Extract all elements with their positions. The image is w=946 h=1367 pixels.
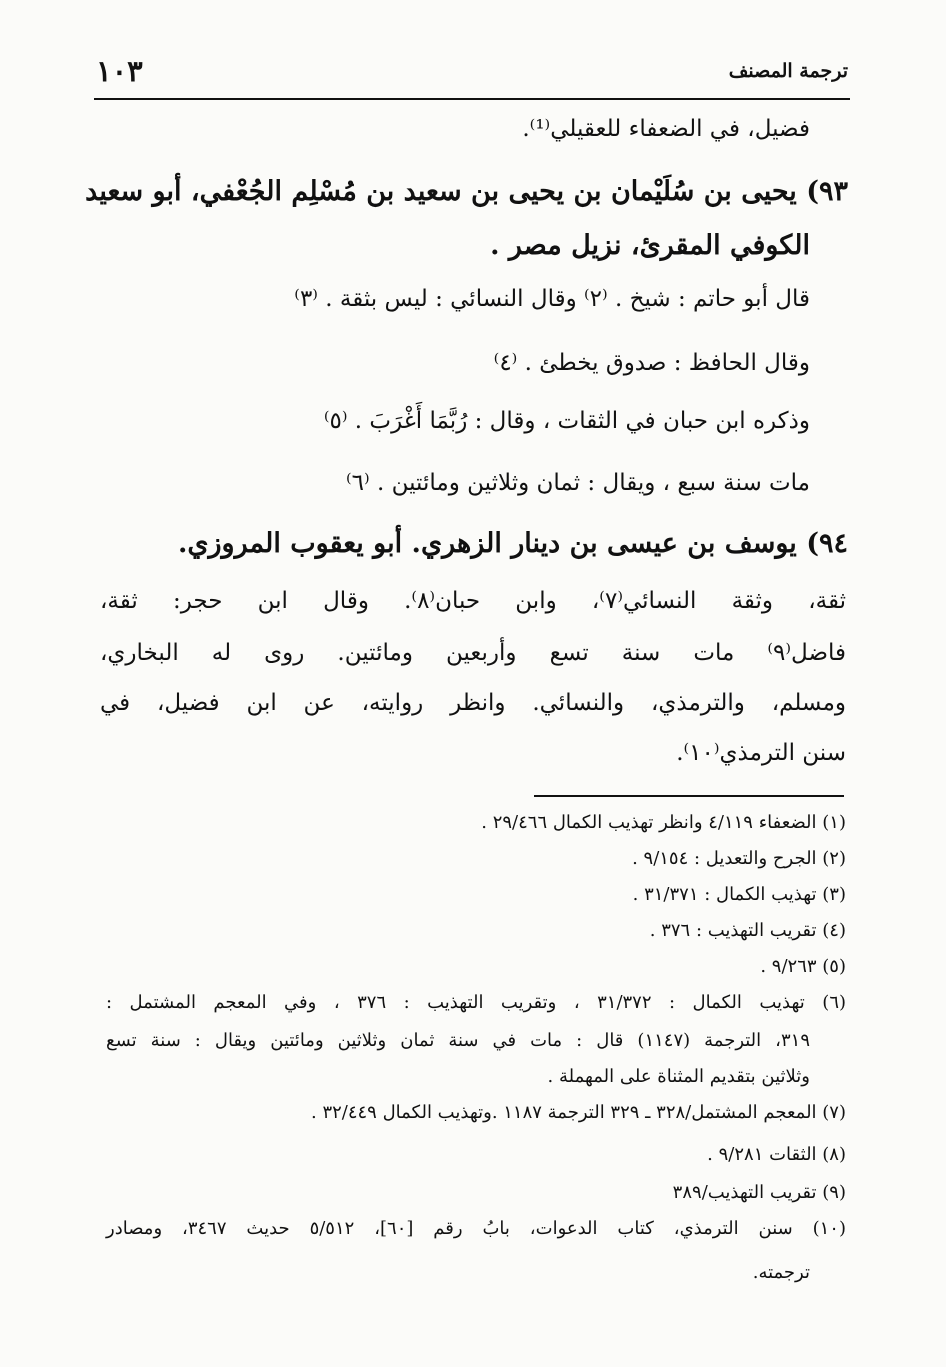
footnote-8: (٨) الثقات ٩/٢٨١ . bbox=[707, 1144, 846, 1165]
footnote-7: (٧) المعجم المشتمل/٣٢٨ ـ ٣٢٩ الترجمة ١١٨٧ .وتهذيب الكمال ٣٢/٤٤٩ . bbox=[310, 1102, 846, 1123]
header-rule bbox=[94, 98, 850, 100]
running-title: ترجمة المصنف bbox=[728, 60, 848, 82]
footnote-10-cont: ترجمته. bbox=[752, 1262, 810, 1283]
entry-93-text: مات سنة سبع ، ويقال : ثمان وثلاثين ومائتين . ⁽٦⁾ bbox=[346, 470, 810, 496]
entry-94-heading: ٩٤) يوسف بن عيسى بن دينار الزهري. أبو يعقوب المروزي. bbox=[177, 528, 848, 559]
footnote-4: (٤) تقريب التهذيب : ٣٧٦ . bbox=[649, 920, 846, 941]
footnote-1: (١) الضعفاء ٤/١١٩ وانظر تهذيب الكمال ٢٩/٤٦٦ . bbox=[481, 812, 846, 833]
footnote-6-cont: وثلاثين بتقديم المثناة على المهملة . bbox=[547, 1066, 810, 1087]
footnote-2: (٢) الجرح والتعديل : ٩/١٥٤ . bbox=[632, 848, 846, 869]
entry-94-text: ثقة، وثقة النسائي⁽٧⁾، وابن حبان⁽٨⁾. وقال ابن حجر: ثقة، bbox=[100, 588, 846, 614]
entry-93-text: وذكره ابن حبان في الثقات ، وقال : رُبَّمَا أَغْرَبَ . ⁽٥⁾ bbox=[323, 408, 810, 434]
entry-93-text: وقال الحافظ : صدوق يخطئ . ⁽٤⁾ bbox=[493, 350, 810, 376]
entry-93-heading-cont: الكوفي المقرئ، نزيل مصر . bbox=[490, 230, 810, 261]
footnote-10: (١٠) سنن الترمذي، كتاب الدعوات، بابُ رقم [٦٠]، ٥/٥١٢ حديث ٣٤٦٧، ومصادر bbox=[106, 1218, 846, 1239]
entry-93-heading: ٩٣) يحيى بن سُلَيْمان بن يحيى بن سعيد بن مُسْلِم الجُعْفي، أبو سعيد bbox=[85, 176, 848, 207]
entry-93-text: قال أبو حاتم : شيخ . ⁽٢⁾ وقال النسائي : ليس بثقة . ⁽٣⁾ bbox=[294, 286, 810, 312]
page-header bbox=[96, 52, 848, 98]
footnote-6-cont: ٣١٩، الترجمة (١١٤٧) قال : مات في سنة ثمان وثلاثين ومائتين ويقال : سنة تسع bbox=[106, 1030, 810, 1051]
footnote-3: (٣) تهذيب الكمال : ٣١/٣٧١ . bbox=[632, 884, 846, 905]
footnote-5: (٥) ٩/٢٦٣ . bbox=[760, 956, 846, 977]
page-number: ١٠٣ bbox=[96, 54, 143, 88]
footnote-6: (٦) تهذيب الكمال : ٣١/٣٧٢ ، وتقريب التهذيب : ٣٧٦ ، وفي المعجم المشتمل : bbox=[106, 992, 847, 1013]
footnote-rule bbox=[534, 795, 844, 797]
entry-94-text: سنن الترمذي⁽١٠⁾. bbox=[676, 740, 846, 766]
footnote-9: (٩) تقريب التهذيب/٣٨٩ bbox=[672, 1182, 846, 1203]
entry-94-text: فاضل⁽٩⁾ مات سنة تسع وأربعين ومائتين. روى له البخاري، bbox=[100, 640, 846, 666]
text-line: فضيل، في الضعفاء للعقيلي⁽¹⁾. bbox=[522, 116, 810, 142]
entry-94-text: ومسلم، والترمذي، والنسائي. وانظر روايته، عن ابن فضيل، في bbox=[100, 690, 846, 716]
